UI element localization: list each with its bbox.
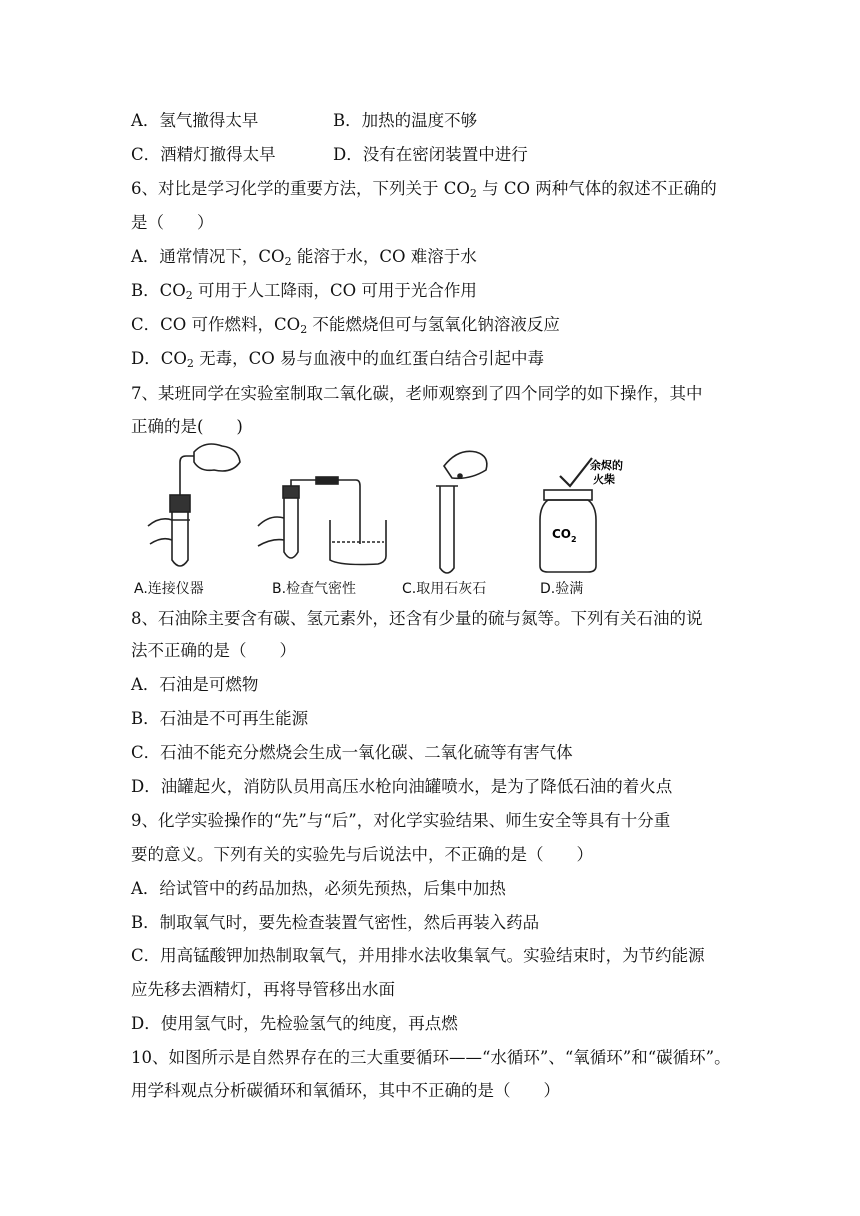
q9-option-c-line-2: 应先移去酒精灯，再将导管移出水面: [131, 980, 395, 999]
q6-option-c: C．CO 可作燃料，$CO_2$ 不能燃烧但可与氢氧化钠溶液反应: [131, 315, 560, 336]
q9-option-d: D．使用氢气时，先检验氢气的纯度，再点燃: [131, 1014, 458, 1033]
q6-stem-line-2: 是（ ）: [131, 213, 214, 232]
q8-stem-line-1: 8、石油除主要含有碳、氢元素外，还含有少量的硫与氮等。下列有关石油的说: [131, 609, 703, 628]
q6-option-b: B．$CO_2$ 可用于人工降雨，CO 可用于光合作用: [131, 281, 477, 302]
q9-option-c-line-1: C．用高锰酸钾加热制取氧气，并用排水法收集氧气。实验结束时，为节约能源: [131, 946, 705, 965]
q10-stem-line-1: 10、如图所示是自然界存在的三大重要循环——“水循环”、“氧循环”和“碳循环”。: [131, 1048, 731, 1067]
q9-stem-line-2: 要的意义。下列有关的实验先与后说法中，不正确的是（ ）: [131, 845, 593, 864]
q8-option-b: B．石油是不可再生能源: [131, 709, 309, 728]
figure-caption-c: C.取用石灰石: [402, 581, 487, 597]
q8-option-c: C．石油不能充分燃烧会生成一氧化碳、二氧化硫等有害气体: [131, 743, 573, 762]
q6-option-a: A．通常情况下，$CO_2$ 能溶于水，CO 难溶于水: [131, 247, 477, 268]
figure-caption-d: D.验满: [540, 581, 584, 597]
q7-stem-line-1: 7、某班同学在实验室制取二氧化碳，老师观察到了四个同学的如下操作，其中: [131, 384, 703, 403]
figure-d-match-label: 余烬的: [590, 459, 623, 472]
q7-experiment-figure: [0, 0, 860, 600]
figure-d-match-label-2: 火柴: [593, 473, 615, 486]
q9-option-a: A．给试管中的药品加热，必须先预热，后集中加热: [131, 879, 506, 898]
q8-option-d: D．油罐起火，消防队员用高压水枪向油罐喷水，是为了降低石油的着火点: [131, 777, 673, 796]
figure-b-airtightness-check: [258, 477, 386, 565]
q5-option-c: C．酒精灯撤得太早: [131, 145, 276, 164]
q5-option-b: B．加热的温度不够: [333, 111, 478, 130]
q9-option-b: B．制取氧气时，要先检查装置气密性，然后再装入药品: [131, 913, 540, 932]
q5-option-a: A．氢气撤得太早: [131, 111, 259, 130]
q9-stem-line-1: 9、化学实验操作的“先”与“后”，对化学实验结果、师生安全等具有十分重: [131, 811, 671, 830]
figure-caption-a: A.连接仪器: [134, 581, 204, 597]
q8-stem-line-2: 法不正确的是（ ）: [131, 641, 296, 660]
figure-d-bottle-label: $CO_2$: [552, 527, 577, 544]
q10-stem-line-2: 用学科观点分析碳循环和氧循环，其中不正确的是（ ）: [131, 1081, 560, 1100]
q8-option-a: A．石油是可燃物: [131, 675, 259, 694]
q5-option-d: D．没有在密闭装置中进行: [333, 145, 528, 164]
figure-caption-b: B.检查气密性: [272, 581, 357, 597]
q6-option-d: D．$CO_2$ 无毒，CO 易与血液中的血红蛋白结合引起中毒: [131, 349, 545, 370]
figure-c-taking-limestone: [436, 451, 487, 573]
q6-stem-line-1: 6、对比是学习化学的重要方法，下列关于 $CO_2$ 与 CO 两种气体的叙述不正确的: [131, 179, 717, 200]
figure-d-full-test: [540, 458, 596, 572]
q7-stem-line-2: 正确的是( ): [131, 417, 243, 436]
figure-a-connect-apparatus: [148, 444, 240, 566]
